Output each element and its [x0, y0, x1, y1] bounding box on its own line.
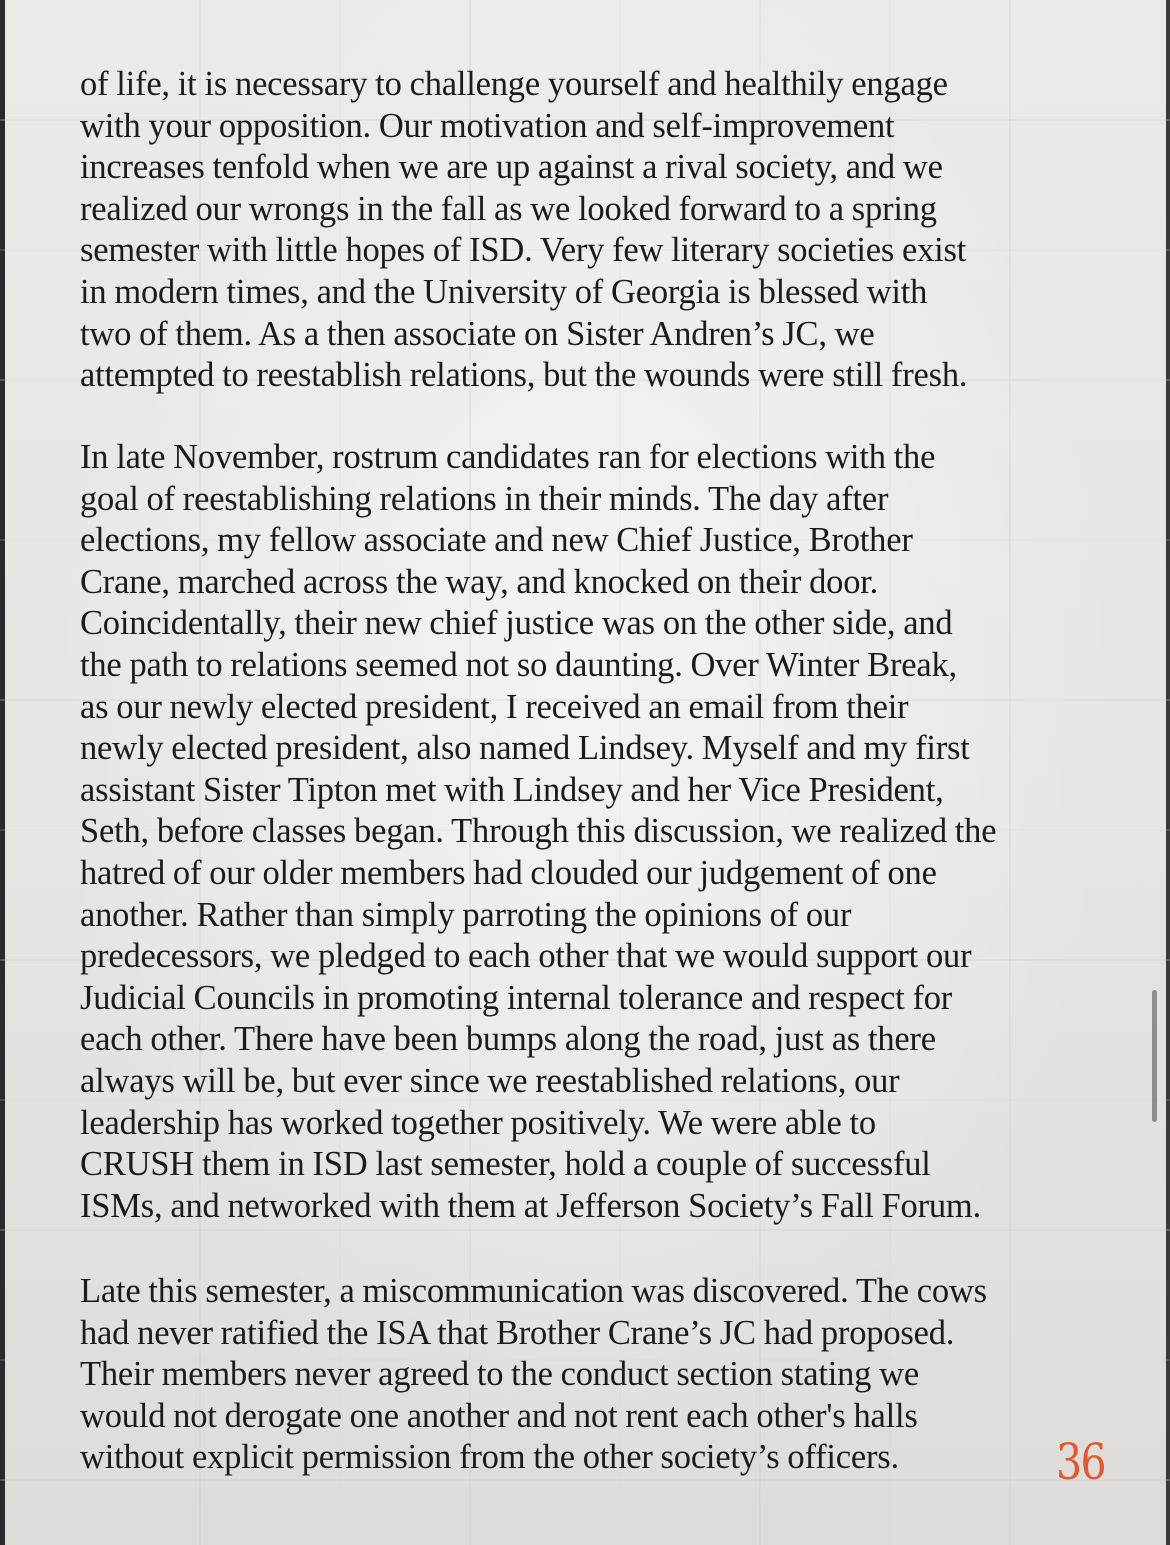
page-number: 36: [1056, 1433, 1105, 1491]
text-line: Late this semester, a miscommunication was discovered. The cows: [80, 1272, 987, 1310]
text-line: had never ratified the ISA that Brother Crane’s JC had proposed.: [80, 1313, 955, 1352]
text-line: elections, my fellow associate and new Chief Justice, Brother: [80, 521, 913, 560]
text-line: with your opposition. Our motivation and self-improvement: [80, 106, 895, 145]
text-line: leadership has worked together positively. We were able to: [80, 1103, 876, 1142]
text-line: ISMs, and networked with them at Jefferson Society’s Fall Forum.: [80, 1186, 981, 1225]
text-line: the path to relations seemed not so daunting. Over Winter Break,: [80, 645, 957, 684]
text-line: hatred of our older members had clouded our judgement of one: [80, 853, 937, 892]
text-line: Crane, marched across the way, and knocked on their door.: [80, 562, 879, 601]
text-line: realized our wrongs in the fall as we looked forward to a spring: [80, 189, 937, 228]
text-line: in modern times, and the University of Georgia is blessed with: [80, 272, 928, 311]
paragraph-3: [80, 1271, 1110, 1479]
text-line: Seth, before classes began. Through this discussion, we realized the: [80, 812, 997, 851]
text-line: Judicial Councils in promoting internal tolerance and respect for: [80, 978, 953, 1017]
text-line: assistant Sister Tipton met with Lindsey and her Vice President,: [80, 770, 944, 809]
text-line: newly elected president, also named Lindsey. Myself and my first: [80, 729, 970, 768]
text-line: two of them. As a then associate on Sister Andren’s JC, we: [80, 314, 875, 353]
paragraph-2: [80, 437, 1110, 1227]
text-line: predecessors, we pledged to each other that we would support our: [80, 937, 972, 976]
text-line: semester with little hopes of ISD. Very few literary societies exist: [80, 231, 967, 270]
text-line: Their members never agreed to the conduct section stating we: [80, 1355, 919, 1394]
text-line: always will be, but ever since we reestablished relations, our: [80, 1061, 900, 1100]
right-page-edge: [1166, 0, 1170, 1545]
text-line: as our newly elected president, I received an email from their: [80, 687, 909, 726]
text-line: increases tenfold when we are up against a rival society, and we: [80, 148, 943, 187]
text-line: each other. There have been bumps along the road, just as there: [80, 1020, 936, 1059]
text-line: would not derogate one another and not rent each other's halls: [80, 1396, 918, 1435]
text-line: another. Rather than simply parroting the opinions of our: [80, 895, 852, 934]
scrollbar-thumb[interactable]: [1152, 990, 1157, 1122]
left-page-edge: [0, 0, 5, 1545]
text-line: CRUSH them in ISD last semester, hold a couple of successful: [80, 1145, 931, 1184]
text-line: In late November, rostrum candidates ran for elections with the: [80, 438, 936, 476]
text-line: of life, it is necessary to challenge yourself and healthily engage: [80, 65, 948, 103]
text-line: without explicit permission from the other society’s officers.: [80, 1438, 899, 1477]
text-line: goal of reestablishing relations in their minds. The day after: [80, 479, 889, 518]
paragraph-1: [80, 64, 1110, 397]
text-line: Coincidentally, their new chief justice was on the other side, and: [80, 604, 953, 643]
text-line: attempted to reestablish relations, but the wounds were still fresh.: [80, 356, 968, 395]
